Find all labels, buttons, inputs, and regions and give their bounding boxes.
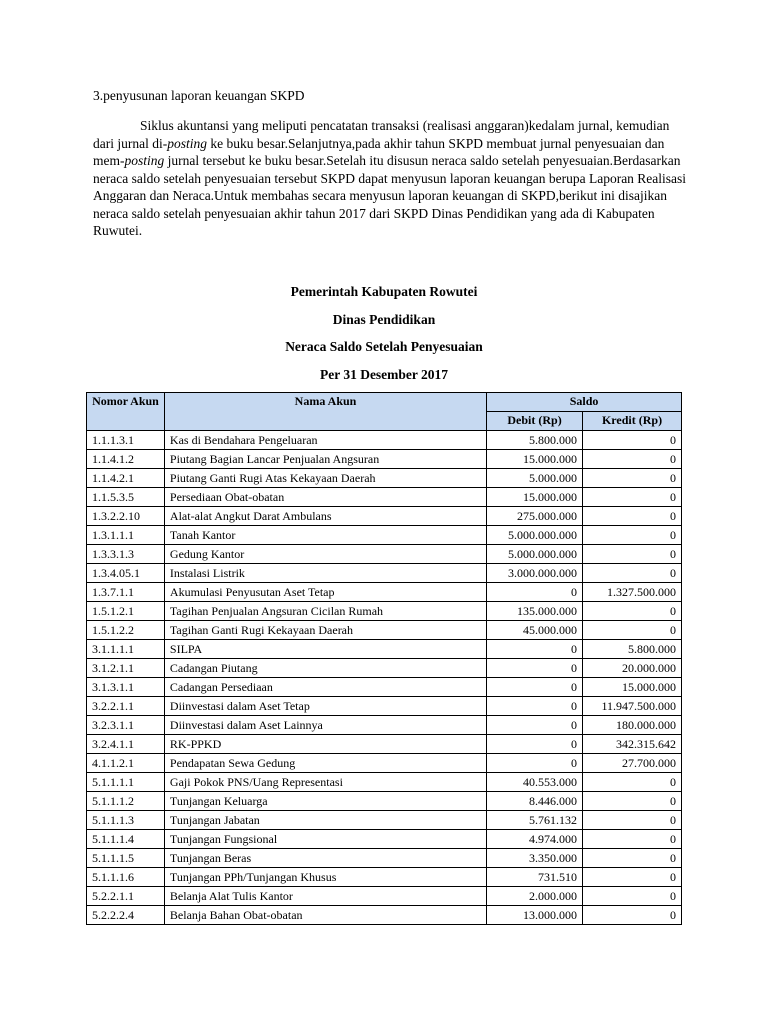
table-body: [87, 431, 682, 925]
cell-nama-akun: Persediaan Obat-obatan: [164, 488, 486, 507]
cell-nomor-akun: 1.5.1.2.2: [87, 621, 165, 640]
cell-nomor-akun: 5.1.1.1.5: [87, 849, 165, 868]
paragraph-part-3: jurnal tersebut ke buku besar.Setelah itu disusun neraca saldo setelah penyesuaian.Berdasarkan neraca saldo setelah penyesuaian tersebut SKPD dapat menyusun laporan keuangan berupa Laporan Realisasi Anggaran dan Neraca.Untuk membahas secara menyusun laporan keuangan di SKPD,berikut ini disajikan neraca saldo setelah penyesuaian akhir tahun 2017 dari SKPD Dinas Pendidikan yang ada di Kabupaten Ruwutei.: [93, 153, 687, 238]
table-row: [87, 526, 682, 545]
header-saldo: Saldo: [487, 393, 682, 412]
table-row: [87, 564, 682, 583]
cell-kredit: 27.700.000: [583, 754, 682, 773]
cell-nomor-akun: 1.5.1.2.1: [87, 602, 165, 621]
cell-nama-akun: Instalasi Listrik: [164, 564, 486, 583]
table-row: [87, 868, 682, 887]
header-nama-akun: Nama Akun: [164, 393, 486, 431]
cell-nama-akun: Alat-alat Angkut Darat Ambulans: [164, 507, 486, 526]
cell-nomor-akun: 1.3.3.1.3: [87, 545, 165, 564]
cell-kredit: 0: [583, 830, 682, 849]
cell-debit: 0: [487, 754, 583, 773]
cell-debit: 13.000.000: [487, 906, 583, 925]
cell-nomor-akun: 5.1.1.1.6: [87, 868, 165, 887]
paragraph-part-2: ke buku besar.Selanjutnya,pada akhir tahun SKPD membuat jurnal penyesuaian dan mem-: [93, 135, 665, 168]
table-row: [87, 469, 682, 488]
cell-kredit: 0: [583, 564, 682, 583]
cell-nama-akun: Belanja Bahan Obat-obatan: [164, 906, 486, 925]
cell-nomor-akun: 5.2.2.1.1: [87, 887, 165, 906]
cell-nomor-akun: 1.1.4.1.2: [87, 450, 165, 469]
table-row: [87, 640, 682, 659]
section-title: 3.penyusunan laporan keuangan SKPD: [93, 88, 305, 103]
cell-kredit: 0: [583, 488, 682, 507]
cell-nomor-akun: 1.1.5.3.5: [87, 488, 165, 507]
cell-nama-akun: SILPA: [164, 640, 486, 659]
cell-debit: 731.510: [487, 868, 583, 887]
heading-government: Pemerintah Kabupaten Rowutei: [290, 284, 478, 299]
cell-nama-akun: Tagihan Penjualan Angsuran Cicilan Rumah: [164, 602, 486, 621]
table-row: [87, 621, 682, 640]
cell-debit: 2.000.000: [487, 887, 583, 906]
header-debit: Debit (Rp): [487, 412, 583, 431]
table-row: [87, 450, 682, 469]
table-row: [87, 659, 682, 678]
paragraph-emphasis-1: posting: [167, 135, 207, 151]
cell-nama-akun: RK-PPKD: [164, 735, 486, 754]
cell-nama-akun: Gedung Kantor: [164, 545, 486, 564]
cell-kredit: 180.000.000: [583, 716, 682, 735]
table-row: [87, 792, 682, 811]
cell-nama-akun: Tunjangan Jabatan: [164, 811, 486, 830]
cell-kredit: 342.315.642: [583, 735, 682, 754]
cell-kredit: 0: [583, 469, 682, 488]
cell-nama-akun: Piutang Ganti Rugi Atas Kekayaan Daerah: [164, 469, 486, 488]
cell-nama-akun: Kas di Bendahara Pengeluaran: [164, 431, 486, 450]
header-nomor-akun: Nomor Akun: [87, 393, 165, 431]
cell-nama-akun: Tanah Kantor: [164, 526, 486, 545]
cell-nama-akun: Cadangan Persediaan: [164, 678, 486, 697]
table-row: [87, 754, 682, 773]
cell-nomor-akun: 3.1.2.1.1: [87, 659, 165, 678]
cell-nomor-akun: 1.3.4.05.1: [87, 564, 165, 583]
cell-nomor-akun: 3.1.1.1.1: [87, 640, 165, 659]
cell-debit: 0: [487, 583, 583, 602]
table-row: [87, 583, 682, 602]
cell-nama-akun: Tunjangan Beras: [164, 849, 486, 868]
header-kredit: Kredit (Rp): [583, 412, 682, 431]
cell-nama-akun: Tunjangan Fungsional: [164, 830, 486, 849]
cell-kredit: 0: [583, 621, 682, 640]
cell-debit: 5.000.000.000: [487, 526, 583, 545]
table-row: [87, 678, 682, 697]
cell-nomor-akun: 5.1.1.1.3: [87, 811, 165, 830]
table-row: [87, 735, 682, 754]
cell-kredit: 0: [583, 868, 682, 887]
cell-debit: 4.974.000: [487, 830, 583, 849]
cell-debit: 0: [487, 678, 583, 697]
cell-nama-akun: Diinvestasi dalam Aset Tetap: [164, 697, 486, 716]
cell-debit: 15.000.000: [487, 488, 583, 507]
cell-nama-akun: Tunjangan Keluarga: [164, 792, 486, 811]
cell-nomor-akun: 5.2.2.2.4: [87, 906, 165, 925]
cell-debit: 5.761.132: [487, 811, 583, 830]
cell-debit: 3.000.000.000: [487, 564, 583, 583]
cell-nomor-akun: 1.3.2.2.10: [87, 507, 165, 526]
heading-date: Per 31 Desember 2017: [319, 367, 449, 382]
cell-nama-akun: Belanja Alat Tulis Kantor: [164, 887, 486, 906]
cell-kredit: 0: [583, 906, 682, 925]
cell-debit: 45.000.000: [487, 621, 583, 640]
cell-nama-akun: Gaji Pokok PNS/Uang Representasi: [164, 773, 486, 792]
cell-kredit: 0: [583, 773, 682, 792]
cell-kredit: 0: [583, 792, 682, 811]
cell-nomor-akun: 1.3.1.1.1: [87, 526, 165, 545]
table-row: [87, 488, 682, 507]
table-row: [87, 830, 682, 849]
cell-nama-akun: Akumulasi Penyusutan Aset Tetap: [164, 583, 486, 602]
cell-debit: 0: [487, 659, 583, 678]
cell-nomor-akun: 3.2.3.1.1: [87, 716, 165, 735]
cell-nama-akun: Tagihan Ganti Rugi Kekayaan Daerah: [164, 621, 486, 640]
cell-debit: 0: [487, 697, 583, 716]
cell-kredit: 20.000.000: [583, 659, 682, 678]
table-row: [87, 811, 682, 830]
cell-nama-akun: Piutang Bagian Lancar Penjualan Angsuran: [164, 450, 486, 469]
table-row: [87, 602, 682, 621]
cell-debit: 0: [487, 716, 583, 735]
cell-nomor-akun: 1.3.7.1.1: [87, 583, 165, 602]
cell-nomor-akun: 1.1.4.2.1: [87, 469, 165, 488]
cell-kredit: 0: [583, 507, 682, 526]
cell-nomor-akun: 5.1.1.1.4: [87, 830, 165, 849]
cell-kredit: 0: [583, 545, 682, 564]
cell-debit: 275.000.000: [487, 507, 583, 526]
cell-kredit: 15.000.000: [583, 678, 682, 697]
table-row: [87, 431, 682, 450]
cell-debit: 5.800.000: [487, 431, 583, 450]
cell-nomor-akun: 3.1.3.1.1: [87, 678, 165, 697]
cell-nomor-akun: 5.1.1.1.1: [87, 773, 165, 792]
cell-nama-akun: Cadangan Piutang: [164, 659, 486, 678]
cell-nama-akun: Pendapatan Sewa Gedung: [164, 754, 486, 773]
cell-debit: 5.000.000: [487, 469, 583, 488]
paragraph-part-1: Siklus akuntansi yang meliputi pencatatan transaksi (realisasi anggaran)kedalam jurnal, kemudian dari jurnal di-: [93, 118, 670, 151]
heading-report-title: Neraca Saldo Setelah Penyesuaian: [285, 339, 483, 354]
cell-kredit: 0: [583, 450, 682, 469]
cell-nomor-akun: 3.2.4.1.1: [87, 735, 165, 754]
cell-kredit: 0: [583, 849, 682, 868]
heading-department: Dinas Pendidikan: [332, 312, 436, 327]
cell-debit: 0: [487, 735, 583, 754]
cell-debit: 135.000.000: [487, 602, 583, 621]
trial-balance-table: [86, 392, 682, 925]
cell-nomor-akun: 5.1.1.1.2: [87, 792, 165, 811]
cell-debit: 5.000.000.000: [487, 545, 583, 564]
table-row: [87, 507, 682, 526]
cell-nomor-akun: 1.1.1.3.1: [87, 431, 165, 450]
table-row: [87, 773, 682, 792]
table-row: [87, 545, 682, 564]
table-row: [87, 887, 682, 906]
cell-kredit: 0: [583, 431, 682, 450]
cell-kredit: 0: [583, 526, 682, 545]
cell-kredit: 0: [583, 811, 682, 830]
cell-nama-akun: Tunjangan PPh/Tunjangan Khusus: [164, 868, 486, 887]
cell-nomor-akun: 4.1.1.2.1: [87, 754, 165, 773]
cell-nomor-akun: 3.2.2.1.1: [87, 697, 165, 716]
cell-debit: 0: [487, 640, 583, 659]
cell-kredit: 1.327.500.000: [583, 583, 682, 602]
table-row: [87, 697, 682, 716]
cell-kredit: 0: [583, 602, 682, 621]
table-row: [87, 849, 682, 868]
paragraph-emphasis-2: posting: [124, 153, 165, 168]
cell-kredit: 5.800.000: [583, 640, 682, 659]
cell-debit: 3.350.000: [487, 849, 583, 868]
cell-nama-akun: Diinvestasi dalam Aset Lainnya: [164, 716, 486, 735]
table-row: [87, 906, 682, 925]
cell-debit: 15.000.000: [487, 450, 583, 469]
intro-paragraph: [93, 117, 693, 240]
cell-kredit: 0: [583, 887, 682, 906]
cell-debit: 40.553.000: [487, 773, 583, 792]
cell-kredit: 11.947.500.000: [583, 697, 682, 716]
table-row: [87, 716, 682, 735]
cell-debit: 8.446.000: [487, 792, 583, 811]
